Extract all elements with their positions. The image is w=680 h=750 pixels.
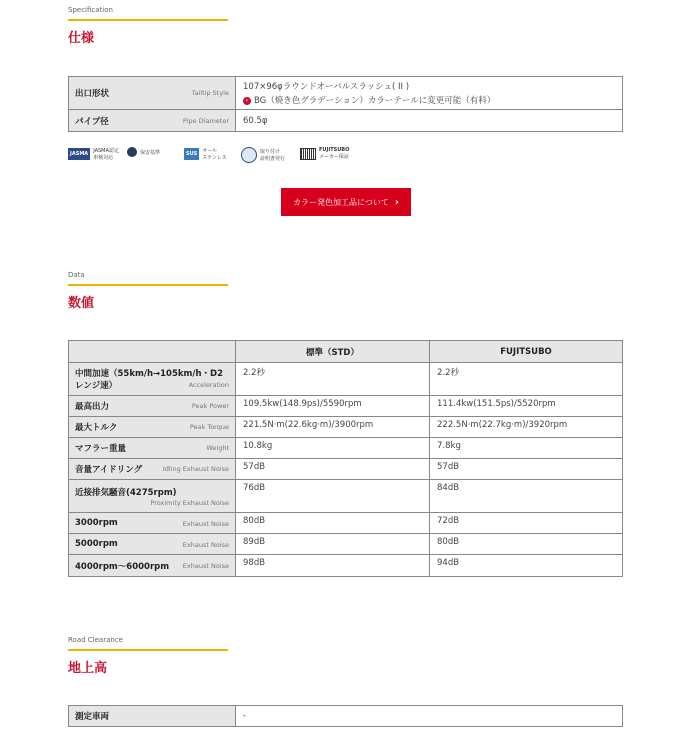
data-label-cell [69, 459, 236, 480]
data-label-jp: 最大トルク [75, 423, 118, 433]
fujitsubo-text1: FUJITSUBO [319, 147, 350, 153]
jasma-text1: JASMA認定 [93, 148, 119, 154]
table-row [69, 459, 623, 480]
data-label-en: Exhaust Noise [182, 520, 229, 528]
cert-badge-icon [127, 147, 137, 157]
data-label-jp: マフラー重量 [75, 444, 127, 454]
table-row [69, 706, 623, 727]
spec-label-jp: 出口形状 [75, 89, 110, 99]
jasma-logo [68, 147, 119, 161]
std-value: 89dB [236, 534, 430, 555]
fujitsubo-logo [300, 147, 349, 160]
spec-section-rule [68, 19, 228, 21]
data-label-jp: 3000rpm [75, 518, 118, 528]
fuji-value: 84dB [430, 480, 623, 513]
arrow-right-icon: › [243, 97, 251, 105]
data-table [68, 340, 623, 577]
sus-logo [184, 147, 227, 161]
clearance-section-title: 地上高 [68, 661, 108, 676]
spec-label-en: Tailtip Style [191, 89, 229, 97]
color-processing-label: カラー発色加工品について [293, 197, 389, 207]
std-value: 2.2秒 [236, 363, 430, 396]
std-value: 76dB [236, 480, 430, 513]
clearance-value: - [236, 706, 623, 727]
clearance-label-jp: 測定車両 [75, 712, 110, 722]
clearance-label-cell [69, 706, 236, 727]
table-row [69, 363, 623, 396]
std-value: 80dB [236, 513, 430, 534]
fuji-value: 222.5N·m(22.7kg·m)/3920rpm [430, 417, 623, 438]
data-label-jp: 最高出力 [75, 402, 110, 412]
std-value: 109.5kw(148.9ps)/5590rpm [236, 396, 430, 417]
certification-logos [68, 147, 368, 167]
header-fujitsubo: FUJITSUBO [430, 341, 623, 363]
sus-text2: ステンレス [202, 155, 227, 161]
spec-value-cell [236, 77, 623, 110]
data-label-jp: 近接排気騒音(4275rpm) [75, 487, 177, 498]
data-label-jp: 中間加速（55km/h→105km/h・D2レンジ速） [75, 369, 223, 391]
data-label-cell [69, 438, 236, 459]
spec-label-cell [69, 110, 236, 132]
data-label-en: Idling Exhaust Noise [162, 465, 229, 473]
round-badge-icon [241, 147, 257, 163]
table-row [69, 513, 623, 534]
fuji-value: 111.4kw(151.5ps)/5520rpm [430, 396, 623, 417]
cert-logo [127, 147, 160, 157]
fuji-value: 7.8kg [430, 438, 623, 459]
fuji-value: 2.2秒 [430, 363, 623, 396]
clearance-section-label: Road Clearance [68, 636, 123, 644]
data-label-jp: 4000rpm〜6000rpm [75, 561, 170, 572]
sus-text1: オール [202, 148, 218, 154]
table-row [69, 534, 623, 555]
chevron-right-icon: › [394, 196, 399, 208]
data-label-en: Acceleration [188, 381, 229, 389]
data-label-cell [69, 534, 236, 555]
table-row [69, 438, 623, 459]
data-section-rule [68, 284, 228, 286]
data-label-en: Weight [206, 444, 229, 452]
data-label-en: Exhaust Noise [182, 541, 229, 549]
data-label-cell [69, 396, 236, 417]
data-label-cell [69, 363, 236, 396]
fujitsubo-text2: メーカー保証 [319, 154, 349, 160]
table-row [69, 555, 623, 577]
std-value: 10.8kg [236, 438, 430, 459]
table-row [69, 110, 623, 132]
table-row [69, 417, 623, 438]
std-value: 98dB [236, 555, 430, 577]
table-header-row [69, 341, 623, 363]
tailtip-option-text: BG（焼き色グラデーション）カラーテールに変更可能（有料） [254, 96, 496, 106]
data-label-cell [69, 513, 236, 534]
spec-table [68, 76, 623, 132]
clearance-section-rule [68, 649, 228, 651]
sus-badge: SUS [184, 148, 199, 160]
table-row [69, 77, 623, 110]
clearance-table [68, 705, 623, 727]
jasma-badge: JASMA [68, 148, 90, 160]
round-text2: 証明書発行 [260, 156, 286, 162]
fuji-value: 72dB [430, 513, 623, 534]
header-empty [69, 341, 236, 363]
spec-label-en: Pipe Diameter [182, 116, 229, 125]
data-label-en: Peak Torque [189, 423, 229, 431]
data-label-en: Exhaust Noise [182, 561, 229, 570]
round-text1: 取り付け [260, 149, 281, 155]
spec-section-title: 仕様 [68, 31, 95, 46]
std-value: 57dB [236, 459, 430, 480]
fuji-value: 80dB [430, 534, 623, 555]
data-label-en: Peak Power [191, 402, 229, 410]
jasma-text2: 車検対応 [93, 155, 114, 161]
tailtip-value: 107×96φラウンドオーバルスラッシュ( II ) [243, 82, 410, 92]
header-std: 標準（STD） [236, 341, 430, 363]
cert-text: 保安基準 [140, 149, 161, 156]
data-label-cell [69, 480, 236, 513]
data-label-jp: 音量アイドリング [75, 465, 143, 475]
fuji-value: 94dB [430, 555, 623, 577]
data-label-jp: 5000rpm [75, 539, 118, 549]
fuji-value: 57dB [430, 459, 623, 480]
spec-label-jp: パイプ径 [75, 116, 109, 127]
spec-label-cell [69, 77, 236, 110]
data-label-cell [69, 555, 236, 577]
spec-section-label: Specification [68, 6, 113, 14]
data-label-en: Proximity Exhaust Noise [150, 498, 229, 507]
color-processing-button[interactable] [281, 188, 411, 216]
std-value: 221.5N·m(22.6kg·m)/3900rpm [236, 417, 430, 438]
data-label-cell [69, 417, 236, 438]
table-row [69, 480, 623, 513]
tailtip-option [243, 94, 615, 106]
data-section-label: Data [68, 271, 85, 279]
pipe-diameter-value: 60.5φ [236, 110, 623, 132]
data-section-title: 数値 [68, 296, 95, 311]
table-row [69, 396, 623, 417]
barcode-icon [300, 148, 316, 160]
round-logo [241, 147, 285, 163]
